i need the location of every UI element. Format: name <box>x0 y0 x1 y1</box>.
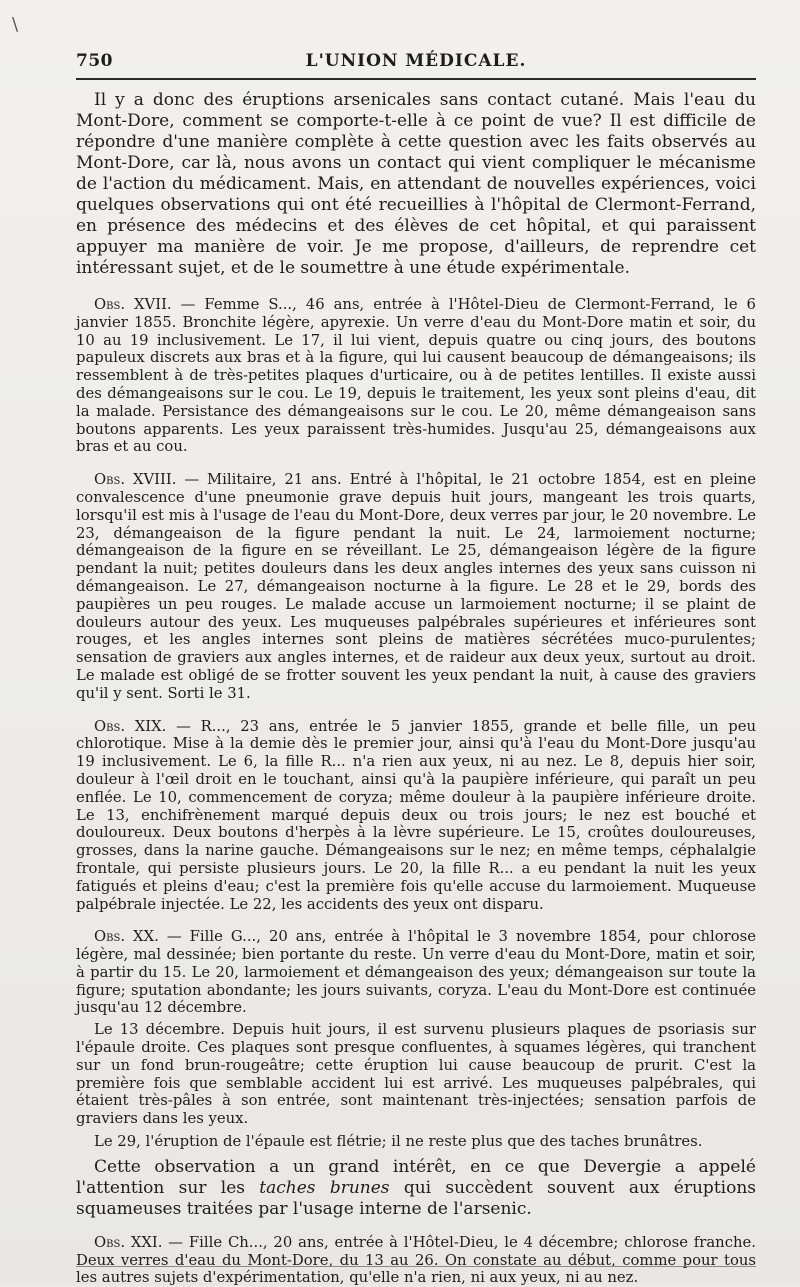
observation-17 <box>76 296 756 456</box>
observation-label: Obs. XIX. <box>94 717 167 735</box>
observation-text: — Femme S..., 46 ans, entrée à l'Hôtel-Dieu de Clermont-Ferrand, le 6 janvier 1855. Bronchite légère, apyrexie. Un verre d'eau du Mont-Dore matin et soir, du 10 au 19 inclusivement. Le 17, il lui vient, depuis quatre ou cinq jours, des boutons papuleux discrets aux bras et à la figure, qui lui causent beaucoup de démangeaisons; ils ressemblent à de très-petites plaques d'urticaire, ou à de petites lentilles. Il existe aussi des démangeaisons sur le cou. Le 19, depuis le traitement, les yeux sont pleins d'eau, dit la malade. Persistance des démangeaisons sur le cou. Le 20, même démangeaison sans boutons apparents. Les yeux paraissent très-humides. Jusqu'au 25, démangeaisons aux bras et au cou. <box>76 296 756 456</box>
observation-20-continued: Le 29, l'éruption de l'épaule est flétrie; il ne reste plus que des taches brunâtres. <box>94 1133 703 1151</box>
page-header <box>76 44 756 80</box>
observation-text: — Militaire, 21 ans. Entré à l'hôpital, le 21 octobre 1854, est en pleine convalescence d'une pneumonie grave depuis huit jours, mangeant les trois quarts, lorsqu'il est mis à l'usage de l'eau du Mont-Dore, deux verres par jour, le 20 novembre. Le 23, démangeaison de la figure pendant la nuit. Le 24, larmoiement nocturne; démangeaison de la figure en se réveillant. Le 25, démangeaison légère de la figure pendant la nuit; petites douleurs dans les deux angles internes des yeux sans cuisson ni démangeaison. Le 27, démangeaison nocturne à la figure. Le 28 et le 29, bords des paupières un peu rouges. Le malade accuse un larmoiement nocturne; il se plaint de douleurs autour des yeux. Les muqueuses palpébrales supérieures et inférieures sont rouges, et les angles internes sont pleins de matières sécrétées muco-purulentes; sensation de graviers aux angles internes, et de raideur aux deux yeux, surtout au droit. Le malade est obligé de se frotter souvent les yeux pendant la nuit, à cause des graviers qu'il y sent. Sorti le 31. <box>76 471 756 702</box>
commentary-emphasis: taches brunes <box>259 1177 390 1198</box>
page-number: 750 <box>76 51 113 71</box>
observation-label: Obs. XX. <box>94 928 159 946</box>
commentary-text: Cette observation a un grand intérêt, en ce que Devergie a appelé l'attention sur les <box>76 1156 756 1198</box>
observation-20 <box>76 928 756 1017</box>
observation-18 <box>76 471 756 702</box>
page-body <box>76 90 756 1287</box>
footer-rule <box>76 1266 756 1267</box>
commentary-paragraph <box>76 1157 756 1220</box>
intro-paragraph: Il y a donc des éruptions arsenicales sans contact cutané. Mais l'eau du Mont-Dore, comment se comporte-t-elle à ce point de vue? Il est difficile de répondre d'une manière complète à cette question avec les faits observés au Mont-Dore, car là, nous avons un contact qui vient compliquer le mécanisme de l'action du médicament. Mais, en attendant de nouvelles expériences, voici quelques observations qui ont été recueillies à l'hôpital de Clermont-Ferrand, en présence des médecins et des élèves de cet hôpital, et qui paraissent appuyer ma manière de voir. Je me propose, d'ailleurs, de reprendre cet intéressant sujet, et de le soumettre à une étude expérimentale. <box>76 90 756 278</box>
observation-20-continued: Le 13 décembre. Depuis huit jours, il est survenu plusieurs plaques de psoriasis sur l'épaule droite. Ces plaques sont presque confluentes, à squames légères, qui tranchent sur un fond brun-rougeâtre; cette éruption lui cause beaucoup de prurit. C'est la première fois que semblable accident lui est arrivé. Les muqueuses palpébrales, qui étaient très-pâles à son entrée, sont maintenant très-injectées; sensation parfois de graviers dans les yeux. <box>76 1021 756 1128</box>
running-head: L'UNION MÉDICALE. <box>305 51 527 71</box>
observation-21 <box>76 1234 756 1287</box>
margin-mark: \ <box>12 14 19 35</box>
observation-label: Obs. XVII. <box>94 296 172 313</box>
observation-label: Obs. XVIII. <box>94 471 177 489</box>
observation-text: — R..., 23 ans, entrée le 5 janvier 1855, grande et belle fille, un peu chlorotique. Mise à la demie dès le premier jour, ainsi qu'à l'eau du Mont-Dore jusqu'au 19 inclusivement. Le 6, la fille R... n'a rien aux yeux, ni au nez. Le 8, depuis hier soir, douleur à l'œil droit en le touchant, ainsi qu'à la paupière inférieure, qui paraît un peu enflée. Le 10, commencement de coryza; même douleur à la paupière inférieure droite. Le 13, enchifrènement marqué depuis deux ou trois jours; le nez est bouché et douloureux. Deux boutons d'herpès à la lèvre supérieure. Le 15, croûtes douloureuses, grosses, dans la narine gauche. Démangeaisons sur le nez; en même temps, céphalalgie frontale, qui persiste plusieurs jours. Le 20, la fille R... a eu pendant la nuit les yeux fatigués et pleins d'eau; c'est la première fois qu'elle accuse du larmoiement. Muqueuse palpébrale injectée. Le 22, les accidents des yeux ont disparu. <box>76 717 756 913</box>
observation-text: — Fille Ch..., 20 ans, entrée à l'Hôtel-Dieu, le 4 décembre; chlorose franche. Deux verres d'eau du Mont-Dore, du 13 au 26. On constate au début, comme pour tous les autres sujets d'expérimentation, qu'elle n'a rien, ni aux yeux, ni au nez. <box>76 1233 756 1287</box>
observation-19 <box>76 718 756 914</box>
observation-label: Obs. XXI. <box>94 1233 163 1251</box>
observation-text: — Fille G..., 20 ans, entrée à l'hôpital le 3 novembre 1854, pour chlorose légère, mal dessinée; bien portante du reste. Un verre d'eau du Mont-Dore, matin et soir, à partir du 15. Le 20, larmoiement et démangeaison des yeux; démangeaison sur toute la figure; sputation abondante; les jours suivants, coryza. L'eau du Mont-Dore est continuée jusqu'au 12 décembre. <box>76 928 756 1017</box>
commentary-text: qui succèdent souvent aux éruptions squameuses traitées par l'usage interne de l'arsenic. <box>76 1177 756 1219</box>
